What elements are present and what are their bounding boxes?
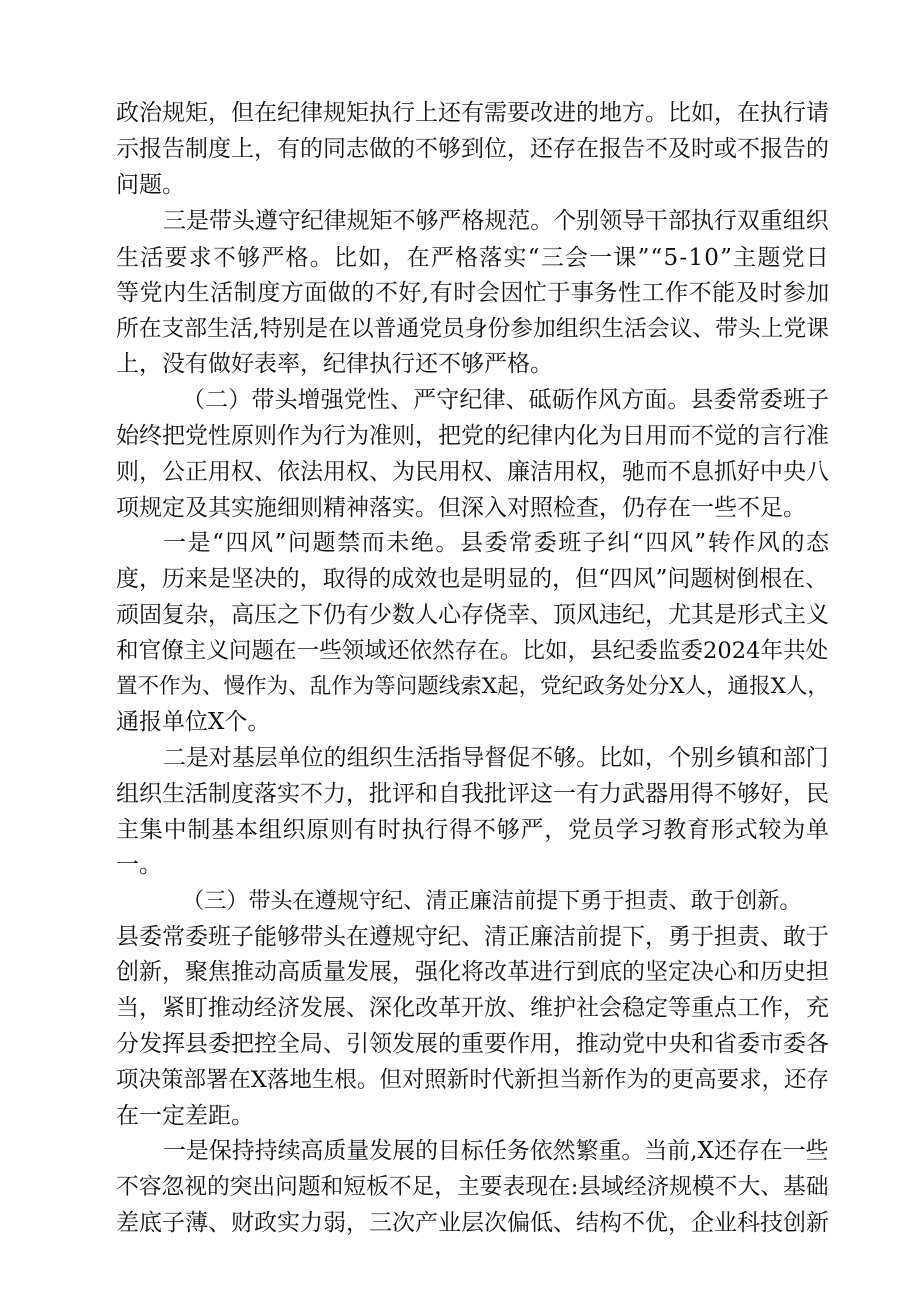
text-line: 项规定及其实施细则精神落实。但深入对照检查，仍存在一些不足。: [116, 495, 806, 521]
text-line: 和官僚主义问题在一些领域还依然存在。比如，县纪委监委2024年共处: [116, 638, 829, 664]
text-line: 一是“四风”问题禁而未绝。县委常委班子纠“四风”转作风的态: [163, 530, 831, 556]
text-line: 创新，聚焦推动高质量发展，强化将改革进行到底的坚定决心和历史担: [116, 959, 829, 985]
text-line: 等党内生活制度方面做的不好,有时会因忙于事务性工作不能及时参加: [116, 280, 830, 306]
text-line: 分发挥县委把控全局、引领发展的重要作用，推动党中央和省委市委各: [116, 1031, 829, 1057]
text-line: 通报单位X个。: [116, 709, 271, 735]
text-line: 一。: [116, 852, 162, 878]
text-line: 当，紧盯推动经济发展、深化改革开放、维护社会稳定等重点工作，充: [116, 995, 829, 1021]
text-line: 政治规矩，但在纪律规矩执行上还有需要改进的地方。比如，在执行请: [116, 100, 829, 126]
text-line: （三）带头在遵规守纪、清正廉洁前提下勇于担责、敢于创新。: [182, 888, 802, 914]
text-line: 度，历来是坚决的，取得的成效也是明显的，但“四风”问题树倒根在、: [116, 566, 829, 592]
text-line: 三是带头遵守纪律规矩不够严格规范。个别领导干部执行双重组织: [163, 208, 829, 234]
text-line: 项决策部署在X落地生根。但对照新时代新担当新作为的更高要求，还存: [116, 1067, 830, 1093]
text-line: 问题。: [116, 172, 185, 198]
text-line: 则，公正用权、依法用权、为民用权、廉洁用权，驰而不息抓好中央八: [116, 459, 829, 485]
text-line: 始终把党性原则作为行为准则，把党的纪律内化为日用而不觉的言行准: [116, 423, 829, 449]
text-line: 示报告制度上，有的同志做的不够到位，还存在报告不及时或不报告的: [116, 136, 829, 162]
text-line: （二）带头增强党性、严守纪律、砥砺作风方面。县委常委班子: [182, 387, 830, 413]
text-line: 置不作为、慢作为、乱作为等问题线索X起，党纪政务处分X人，通报X人，: [116, 674, 829, 699]
text-line: 差底子薄、财政实力弱，三次产业层次偏低、结构不优，企业科技创新: [116, 1210, 829, 1236]
text-line: 顽固复杂，高压之下仍有少数人心存侥幸、顶风违纪，尤其是形式主义: [116, 602, 829, 628]
text-line: 不容忽视的突出问题和短板不足，主要表现在:县域经济规模不大、基础: [116, 1174, 829, 1200]
text-line: 主集中制基本组织原则有时执行得不够严，党员学习教育形式较为单: [116, 817, 830, 843]
text-line: 组织生活制度落实不力，批评和自我批评这一有力武器用得不够好，民: [116, 781, 829, 807]
text-line: 上，没有做好表率，纪律执行还不够严格。: [116, 351, 553, 377]
text-line: 二是对基层单位的组织生活指导督促不够。比如，个别乡镇和部门: [163, 745, 829, 771]
text-line: 在一定差距。: [116, 1103, 254, 1129]
text-line: 所在支部生活,特别是在以普通党员身份参加组织生活会议、带头上党课: [116, 316, 829, 342]
text-line: 县委常委班子能够带头在遵规守纪、清正廉洁前提下，勇于担责、敢于: [116, 924, 829, 950]
text-line: 一是保持持续高质量发展的目标任务依然繁重。当前,X还存在一些: [163, 1138, 829, 1164]
text-line: 生活要求不够严格。比如，在严格落实“三会一课”“5-10”主题党日: [116, 245, 830, 271]
